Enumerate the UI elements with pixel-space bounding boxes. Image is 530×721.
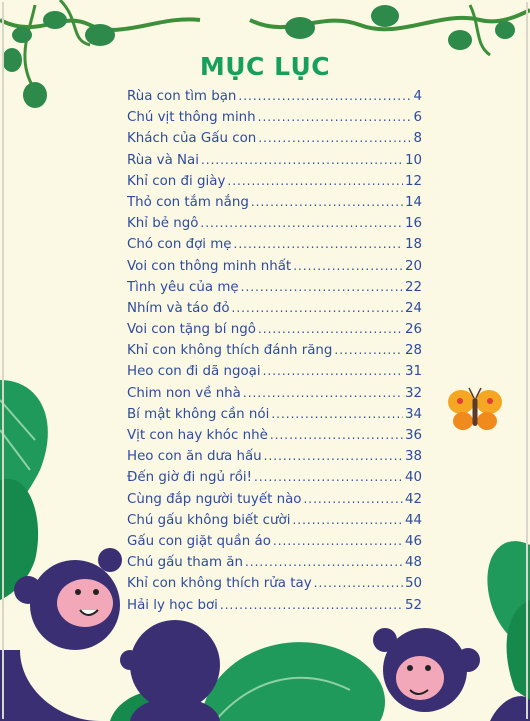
- jungle-leaves-left: [0, 380, 48, 600]
- toc-entry-title: Voi con thông minh nhất: [127, 258, 292, 274]
- toc-entry-title: Thỏ con tắm nắng: [127, 194, 249, 210]
- toc-entry-title: Cùng đắp người tuyết nào: [127, 491, 302, 507]
- toc-entry-title: Rùa và Nai: [127, 152, 199, 168]
- toc-leader-dots: [238, 89, 411, 103]
- toc-entry[interactable]: [127, 449, 422, 470]
- toc-entry-page: 50: [404, 576, 422, 592]
- toc-entry[interactable]: [127, 280, 422, 301]
- toc-leader-dots: [254, 470, 403, 484]
- toc-entry-page: 26: [404, 322, 422, 338]
- toc-entry-page: 36: [404, 428, 422, 443]
- toc-entry-title: Khỉ con đi giày: [127, 173, 226, 189]
- toc-leader-dots: [258, 322, 403, 336]
- toc-entry[interactable]: [127, 576, 422, 597]
- toc-entry-title: Gấu con giặt quần áo: [127, 533, 271, 549]
- toc-leader-dots: [314, 576, 403, 590]
- toc-entry-title: Nhím và táo đỏ: [127, 300, 230, 316]
- toc-leader-dots: [200, 216, 403, 230]
- page-title: MỤC LỤC: [199, 52, 331, 81]
- toc-entry[interactable]: [127, 259, 422, 280]
- toc-entry[interactable]: [127, 555, 422, 576]
- toc-leader-dots: [264, 449, 403, 463]
- toc-leader-dots: [271, 407, 403, 421]
- toc-entry-page: 8: [413, 131, 422, 147]
- toc-entry-page: 6: [413, 110, 422, 126]
- jungle-leaves-right: [487, 541, 530, 700]
- toc-entry-title: Đến giờ đi ngủ rồi!: [127, 470, 253, 486]
- toc-entry-page: 38: [404, 449, 422, 465]
- toc-entry-title: Vịt con hay khóc nhè: [127, 428, 268, 443]
- toc-entry-title: Chim non về nhà: [127, 385, 241, 401]
- toc-entry-title: Heo con ăn dưa hấu: [127, 449, 262, 465]
- toc-leader-dots: [234, 237, 403, 251]
- toc-entry-title: Chú gấu tham ăn: [127, 555, 243, 571]
- toc-leader-dots: [270, 428, 403, 442]
- toc-entry-title: Hải ly học bơi: [127, 597, 218, 613]
- toc-leader-dots: [293, 259, 403, 273]
- toc-entry-page: 52: [404, 597, 422, 613]
- toc-entry[interactable]: [127, 470, 422, 491]
- toc-leader-dots: [227, 174, 403, 188]
- toc-entry[interactable]: [127, 216, 422, 237]
- toc-entry-page: 22: [404, 279, 422, 295]
- toc-leader-dots: [273, 534, 403, 548]
- toc-leader-dots: [263, 364, 403, 378]
- toc-entry[interactable]: [127, 322, 422, 343]
- table-of-contents: [127, 89, 422, 619]
- toc-leader-dots: [251, 195, 403, 209]
- toc-leader-dots: [303, 492, 402, 506]
- toc-entry[interactable]: [127, 428, 422, 449]
- toc-entry[interactable]: [127, 195, 422, 216]
- toc-entry-page: 18: [404, 237, 422, 253]
- toc-leader-dots: [243, 386, 403, 400]
- toc-entry-page: 40: [404, 470, 422, 486]
- toc-entry[interactable]: [127, 153, 422, 174]
- toc-entry-page: 44: [404, 512, 422, 528]
- toc-entry-page: 16: [404, 216, 422, 232]
- toc-entry[interactable]: [127, 301, 422, 322]
- toc-entry[interactable]: [127, 89, 422, 110]
- toc-entry-page: 4: [413, 89, 422, 104]
- toc-entry[interactable]: [127, 513, 422, 534]
- toc-entry-page: 28: [404, 343, 422, 359]
- toc-leader-dots: [241, 280, 403, 294]
- toc-leader-dots: [292, 513, 403, 527]
- toc-entry-page: 10: [404, 152, 422, 168]
- toc-leader-dots: [258, 110, 412, 124]
- toc-entry-title: Khỉ con không thích đánh răng: [127, 343, 333, 359]
- toc-entry-title: Rùa con tìm bạn: [127, 89, 237, 104]
- toc-entry[interactable]: [127, 492, 422, 513]
- toc-entry-page: 48: [404, 555, 422, 571]
- toc-entry[interactable]: [127, 131, 422, 152]
- toc-entry-page: 14: [404, 194, 422, 210]
- toc-entry[interactable]: [127, 598, 422, 619]
- toc-entry-title: Heo con đi dã ngoại: [127, 364, 261, 380]
- toc-entry[interactable]: [127, 237, 422, 258]
- toc-leader-dots: [232, 301, 403, 315]
- toc-entry-page: 31: [404, 364, 422, 380]
- vine-top-right: [250, 5, 530, 55]
- toc-entry-page: 32: [404, 385, 422, 401]
- monkey-right: [373, 628, 530, 721]
- toc-entry-title: Chú gấu không biết cười: [127, 512, 291, 528]
- toc-entry[interactable]: [127, 364, 422, 385]
- toc-entry[interactable]: [127, 174, 422, 195]
- toc-entry-page: 42: [404, 491, 422, 507]
- toc-leader-dots: [220, 598, 403, 612]
- butterfly-icon: [448, 388, 502, 430]
- toc-leader-dots: [245, 555, 403, 569]
- toc-leader-dots: [334, 343, 403, 357]
- toc-entry-title: Khách của Gấu con: [127, 131, 257, 147]
- toc-entry-title: Voi con tặng bí ngô: [127, 322, 256, 338]
- toc-entry-title: Tình yêu của mẹ: [127, 279, 239, 295]
- toc-entry-title: Chó con đợi mẹ: [127, 237, 232, 253]
- toc-entry-title: Bí mật không cần nói: [127, 406, 270, 422]
- toc-entry-title: Chú vịt thông minh: [127, 110, 256, 126]
- toc-entry-page: 20: [404, 258, 422, 274]
- toc-leader-dots: [258, 131, 411, 145]
- toc-entry-title: Khỉ bẻ ngô: [127, 216, 199, 232]
- toc-entry[interactable]: [127, 407, 422, 428]
- toc-entry[interactable]: [127, 386, 422, 407]
- toc-entry[interactable]: [127, 343, 422, 364]
- toc-entry-title: Khỉ con không thích rửa tay: [127, 576, 312, 592]
- toc-entry-page: 24: [404, 300, 422, 316]
- toc-leader-dots: [201, 153, 403, 167]
- toc-entry-page: 46: [404, 533, 422, 549]
- toc-entry[interactable]: [127, 110, 422, 131]
- toc-entry-page: 34: [404, 406, 422, 422]
- toc-entry-page: 12: [404, 173, 422, 189]
- toc-entry[interactable]: [127, 534, 422, 555]
